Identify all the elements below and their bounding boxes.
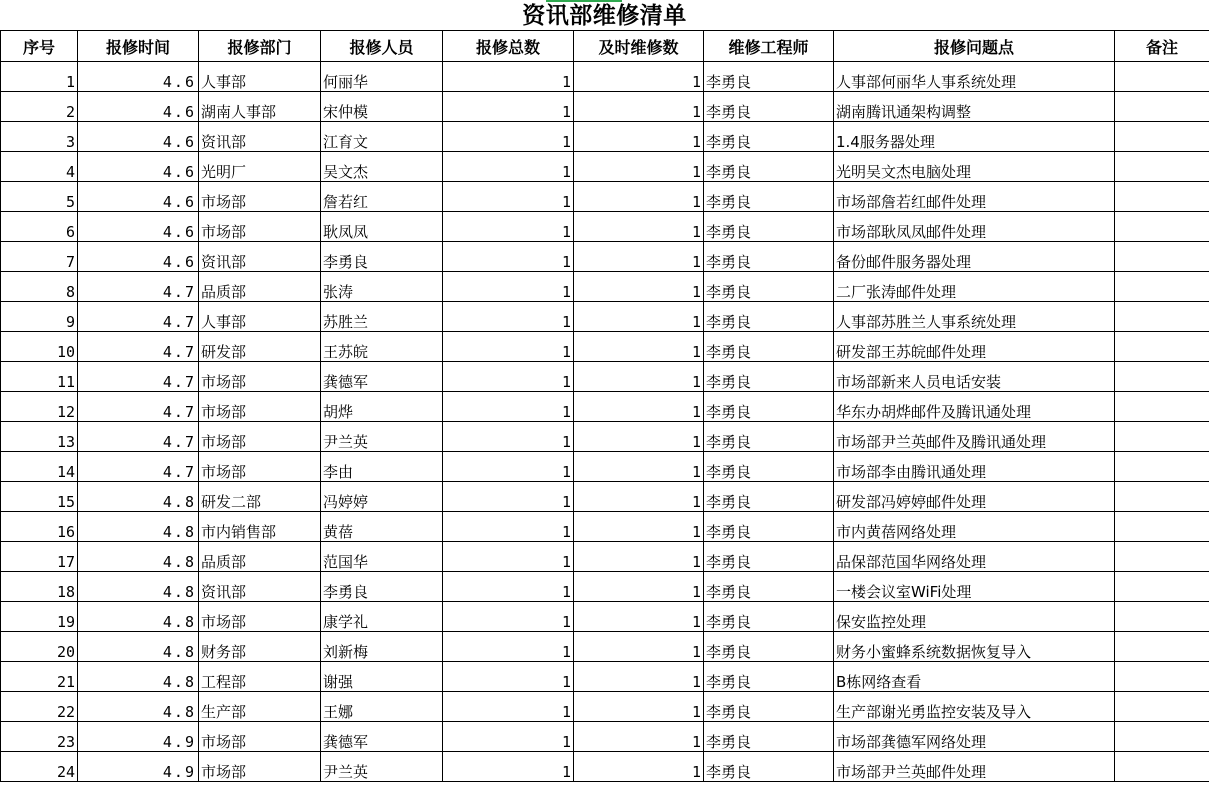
- cell-person[interactable]: 李由: [321, 452, 443, 482]
- cell-person[interactable]: 苏胜兰: [321, 302, 443, 332]
- cell-person[interactable]: 张涛: [321, 272, 443, 302]
- cell-ontime[interactable]: 1: [574, 122, 704, 152]
- cell-engineer[interactable]: 李勇良: [704, 332, 834, 362]
- cell-person[interactable]: 黄蓓: [321, 512, 443, 542]
- cell-issue[interactable]: 一楼会议室WiFi处理: [834, 572, 1115, 602]
- table-row: [1, 212, 1209, 242]
- cell-person[interactable]: 尹兰英: [321, 422, 443, 452]
- cell-no[interactable]: 16: [1, 512, 78, 542]
- cell-dept[interactable]: 市场部: [199, 392, 321, 422]
- cell-time[interactable]: 4.7: [78, 332, 199, 362]
- cell-person[interactable]: 龚德军: [321, 722, 443, 752]
- cell-ontime[interactable]: 1: [574, 152, 704, 182]
- cell-note[interactable]: [1115, 482, 1209, 512]
- cell-issue[interactable]: 湖南腾讯通架构调整: [834, 92, 1115, 122]
- table-row: [1, 692, 1209, 722]
- cell-engineer[interactable]: 李勇良: [704, 122, 834, 152]
- cell-ontime[interactable]: 1: [574, 452, 704, 482]
- cell-person[interactable]: 何丽华: [321, 62, 443, 92]
- cell-time[interactable]: 4.8: [78, 632, 199, 662]
- cell-no[interactable]: 22: [1, 692, 78, 722]
- cell-note[interactable]: [1115, 512, 1209, 542]
- cell-no[interactable]: 21: [1, 662, 78, 692]
- cell-no[interactable]: 24: [1, 752, 78, 782]
- cell-ontime[interactable]: 1: [574, 722, 704, 752]
- cell-person[interactable]: 李勇良: [321, 242, 443, 272]
- cell-total[interactable]: 1: [443, 422, 574, 452]
- col-header-note[interactable]: 备注: [1115, 31, 1209, 62]
- cell-note[interactable]: [1115, 182, 1209, 212]
- cell-issue[interactable]: 生产部谢光勇监控安装及导入: [834, 692, 1115, 722]
- cell-total[interactable]: 1: [443, 332, 574, 362]
- cell-no[interactable]: 19: [1, 602, 78, 632]
- cell-time[interactable]: 4.7: [78, 422, 199, 452]
- cell-issue[interactable]: 市场部耿凤凤邮件处理: [834, 212, 1115, 242]
- cell-no[interactable]: 5: [1, 182, 78, 212]
- cell-note[interactable]: [1115, 572, 1209, 602]
- cell-time[interactable]: 4.6: [78, 62, 199, 92]
- cell-engineer[interactable]: 李勇良: [704, 722, 834, 752]
- table-row: [1, 362, 1209, 392]
- cell-engineer[interactable]: 李勇良: [704, 662, 834, 692]
- cell-engineer[interactable]: 李勇良: [704, 452, 834, 482]
- cell-issue[interactable]: 备份邮件服务器处理: [834, 242, 1115, 272]
- cell-total[interactable]: 1: [443, 272, 574, 302]
- table-row: [1, 182, 1209, 212]
- cell-total[interactable]: 1: [443, 392, 574, 422]
- table-row: [1, 452, 1209, 482]
- table-row: [1, 92, 1209, 122]
- cell-ontime[interactable]: 1: [574, 332, 704, 362]
- cell-note[interactable]: [1115, 122, 1209, 152]
- cell-issue[interactable]: 光明吴文杰电脑处理: [834, 152, 1115, 182]
- cell-no[interactable]: 1: [1, 62, 78, 92]
- cell-issue[interactable]: 保安监控处理: [834, 602, 1115, 632]
- cell-note[interactable]: [1115, 692, 1209, 722]
- cell-time[interactable]: 4.8: [78, 692, 199, 722]
- cell-no[interactable]: 7: [1, 242, 78, 272]
- cell-no[interactable]: 10: [1, 332, 78, 362]
- cell-time[interactable]: 4.6: [78, 92, 199, 122]
- cell-person[interactable]: 康学礼: [321, 602, 443, 632]
- cell-total[interactable]: 1: [443, 602, 574, 632]
- cell-engineer[interactable]: 李勇良: [704, 62, 834, 92]
- cell-engineer[interactable]: 李勇良: [704, 302, 834, 332]
- cell-engineer[interactable]: 李勇良: [704, 602, 834, 632]
- cell-note[interactable]: [1115, 212, 1209, 242]
- cell-engineer[interactable]: 李勇良: [704, 542, 834, 572]
- cell-person[interactable]: 吴文杰: [321, 152, 443, 182]
- cell-dept[interactable]: 市场部: [199, 602, 321, 632]
- table-row: [1, 242, 1209, 272]
- cell-no[interactable]: 8: [1, 272, 78, 302]
- cell-no[interactable]: 2: [1, 92, 78, 122]
- cell-issue[interactable]: 市场部龚德军网络处理: [834, 722, 1115, 752]
- table-row: [1, 482, 1209, 512]
- cell-no[interactable]: 20: [1, 632, 78, 662]
- cell-time[interactable]: 4.8: [78, 662, 199, 692]
- table-row: [1, 422, 1209, 452]
- cell-ontime[interactable]: 1: [574, 362, 704, 392]
- cell-ontime[interactable]: 1: [574, 602, 704, 632]
- cell-time[interactable]: 4.8: [78, 482, 199, 512]
- cell-time[interactable]: 4.7: [78, 272, 199, 302]
- cell-total[interactable]: 1: [443, 722, 574, 752]
- cell-issue[interactable]: 市场部新来人员电话安装: [834, 362, 1115, 392]
- cell-note[interactable]: [1115, 602, 1209, 632]
- cell-dept[interactable]: 市场部: [199, 752, 321, 782]
- cell-person[interactable]: 范国华: [321, 542, 443, 572]
- cell-note[interactable]: [1115, 62, 1209, 92]
- cell-time[interactable]: 4.6: [78, 212, 199, 242]
- cell-time[interactable]: 4.6: [78, 122, 199, 152]
- cell-engineer[interactable]: 李勇良: [704, 512, 834, 542]
- cell-issue[interactable]: 品保部范国华网络处理: [834, 542, 1115, 572]
- col-header-person[interactable]: 报修人员: [321, 31, 443, 62]
- cell-time[interactable]: 4.9: [78, 722, 199, 752]
- cell-dept[interactable]: 人事部: [199, 302, 321, 332]
- cell-person[interactable]: 宋仲模: [321, 92, 443, 122]
- cell-no[interactable]: 9: [1, 302, 78, 332]
- cell-time[interactable]: 4.8: [78, 602, 199, 632]
- cell-note[interactable]: [1115, 422, 1209, 452]
- cell-issue[interactable]: 二厂张涛邮件处理: [834, 272, 1115, 302]
- cell-ontime[interactable]: 1: [574, 302, 704, 332]
- cell-no[interactable]: 15: [1, 482, 78, 512]
- cell-total[interactable]: 1: [443, 632, 574, 662]
- cell-engineer[interactable]: 李勇良: [704, 272, 834, 302]
- col-header-issue[interactable]: 报修问题点: [834, 31, 1115, 62]
- cell-total[interactable]: 1: [443, 182, 574, 212]
- cell-ontime[interactable]: 1: [574, 62, 704, 92]
- cell-dept[interactable]: 光明厂: [199, 152, 321, 182]
- cell-ontime[interactable]: 1: [574, 542, 704, 572]
- cell-issue[interactable]: 市场部李由腾讯通处理: [834, 452, 1115, 482]
- table-row: [1, 152, 1209, 182]
- cell-ontime[interactable]: 1: [574, 242, 704, 272]
- cell-issue[interactable]: 财务小蜜蜂系统数据恢复导入: [834, 632, 1115, 662]
- cell-engineer[interactable]: 李勇良: [704, 182, 834, 212]
- title-accent-line: [546, 0, 622, 2]
- cell-person[interactable]: 龚德军: [321, 362, 443, 392]
- cell-issue[interactable]: 华东办胡烨邮件及腾讯通处理: [834, 392, 1115, 422]
- cell-dept[interactable]: 市场部: [199, 212, 321, 242]
- cell-dept[interactable]: 工程部: [199, 662, 321, 692]
- cell-no[interactable]: 4: [1, 152, 78, 182]
- cell-engineer[interactable]: 李勇良: [704, 212, 834, 242]
- cell-total[interactable]: 1: [443, 242, 574, 272]
- cell-person[interactable]: 谢强: [321, 662, 443, 692]
- table-row: [1, 332, 1209, 362]
- cell-person[interactable]: 耿凤凤: [321, 212, 443, 242]
- cell-dept[interactable]: 资讯部: [199, 122, 321, 152]
- cell-person[interactable]: 詹若红: [321, 182, 443, 212]
- cell-ontime[interactable]: 1: [574, 272, 704, 302]
- cell-dept[interactable]: 品质部: [199, 542, 321, 572]
- cell-note[interactable]: [1115, 752, 1209, 782]
- cell-issue[interactable]: B栋网络查看: [834, 662, 1115, 692]
- cell-time[interactable]: 4.6: [78, 242, 199, 272]
- cell-ontime[interactable]: 1: [574, 692, 704, 722]
- cell-person[interactable]: 冯婷婷: [321, 482, 443, 512]
- table-row: [1, 542, 1209, 572]
- repair-list-table: [0, 30, 1209, 782]
- cell-issue[interactable]: 市场部尹兰英邮件及腾讯通处理: [834, 422, 1115, 452]
- table-row: [1, 392, 1209, 422]
- table-row: [1, 62, 1209, 92]
- table-row: [1, 722, 1209, 752]
- cell-total[interactable]: 1: [443, 62, 574, 92]
- table-row: [1, 122, 1209, 152]
- cell-time[interactable]: 4.7: [78, 392, 199, 422]
- cell-total[interactable]: 1: [443, 542, 574, 572]
- cell-total[interactable]: 1: [443, 752, 574, 782]
- cell-ontime[interactable]: 1: [574, 422, 704, 452]
- cell-total[interactable]: 1: [443, 152, 574, 182]
- cell-time[interactable]: 4.7: [78, 452, 199, 482]
- cell-person[interactable]: 王苏皖: [321, 332, 443, 362]
- cell-engineer[interactable]: 李勇良: [704, 362, 834, 392]
- cell-time[interactable]: 4.8: [78, 572, 199, 602]
- cell-time[interactable]: 4.7: [78, 302, 199, 332]
- cell-issue[interactable]: 研发部王苏皖邮件处理: [834, 332, 1115, 362]
- col-header-no[interactable]: 序号: [1, 31, 78, 62]
- cell-no[interactable]: 23: [1, 722, 78, 752]
- cell-person[interactable]: 王娜: [321, 692, 443, 722]
- cell-note[interactable]: [1115, 542, 1209, 572]
- cell-engineer[interactable]: 李勇良: [704, 92, 834, 122]
- cell-no[interactable]: 17: [1, 542, 78, 572]
- cell-dept[interactable]: 品质部: [199, 272, 321, 302]
- cell-note[interactable]: [1115, 452, 1209, 482]
- cell-total[interactable]: 1: [443, 572, 574, 602]
- cell-ontime[interactable]: 1: [574, 212, 704, 242]
- cell-time[interactable]: 4.6: [78, 152, 199, 182]
- cell-note[interactable]: [1115, 332, 1209, 362]
- cell-issue[interactable]: 市场部尹兰英邮件处理: [834, 752, 1115, 782]
- cell-total[interactable]: 1: [443, 212, 574, 242]
- cell-ontime[interactable]: 1: [574, 572, 704, 602]
- cell-dept[interactable]: 资讯部: [199, 572, 321, 602]
- cell-dept[interactable]: 研发二部: [199, 482, 321, 512]
- cell-no[interactable]: 6: [1, 212, 78, 242]
- cell-ontime[interactable]: 1: [574, 92, 704, 122]
- cell-dept[interactable]: 资讯部: [199, 242, 321, 272]
- cell-note[interactable]: [1115, 152, 1209, 182]
- cell-note[interactable]: [1115, 302, 1209, 332]
- cell-dept[interactable]: 研发部: [199, 332, 321, 362]
- cell-no[interactable]: 13: [1, 422, 78, 452]
- cell-dept[interactable]: 市场部: [199, 362, 321, 392]
- cell-total[interactable]: 1: [443, 482, 574, 512]
- cell-issue[interactable]: 市内黄蓓网络处理: [834, 512, 1115, 542]
- cell-dept[interactable]: 市内销售部: [199, 512, 321, 542]
- cell-time[interactable]: 4.7: [78, 362, 199, 392]
- header-row: [1, 31, 1209, 62]
- cell-engineer[interactable]: 李勇良: [704, 752, 834, 782]
- cell-ontime[interactable]: 1: [574, 482, 704, 512]
- cell-no[interactable]: 11: [1, 362, 78, 392]
- cell-engineer[interactable]: 李勇良: [704, 482, 834, 512]
- cell-ontime[interactable]: 1: [574, 632, 704, 662]
- cell-time[interactable]: 4.8: [78, 542, 199, 572]
- cell-time[interactable]: 4.8: [78, 512, 199, 542]
- cell-person[interactable]: 江育文: [321, 122, 443, 152]
- cell-dept[interactable]: 市场部: [199, 182, 321, 212]
- cell-total[interactable]: 1: [443, 122, 574, 152]
- cell-no[interactable]: 3: [1, 122, 78, 152]
- cell-person[interactable]: 尹兰英: [321, 752, 443, 782]
- cell-note[interactable]: [1115, 392, 1209, 422]
- table-row: [1, 662, 1209, 692]
- cell-total[interactable]: 1: [443, 662, 574, 692]
- cell-total[interactable]: 1: [443, 452, 574, 482]
- cell-dept[interactable]: 湖南人事部: [199, 92, 321, 122]
- table-body: [1, 62, 1209, 782]
- cell-engineer[interactable]: 李勇良: [704, 152, 834, 182]
- cell-total[interactable]: 1: [443, 302, 574, 332]
- table-row: [1, 602, 1209, 632]
- cell-total[interactable]: 1: [443, 692, 574, 722]
- sheet-title: 资讯部维修清单: [522, 2, 687, 29]
- col-header-total[interactable]: 报修总数: [443, 31, 574, 62]
- cell-no[interactable]: 18: [1, 572, 78, 602]
- cell-no[interactable]: 14: [1, 452, 78, 482]
- cell-issue[interactable]: 研发部冯婷婷邮件处理: [834, 482, 1115, 512]
- cell-ontime[interactable]: 1: [574, 392, 704, 422]
- cell-note[interactable]: [1115, 362, 1209, 392]
- cell-ontime[interactable]: 1: [574, 662, 704, 692]
- cell-time[interactable]: 4.9: [78, 752, 199, 782]
- cell-note[interactable]: [1115, 92, 1209, 122]
- table-row: [1, 302, 1209, 332]
- cell-issue[interactable]: 人事部何丽华人事系统处理: [834, 62, 1115, 92]
- cell-dept[interactable]: 财务部: [199, 632, 321, 662]
- cell-dept[interactable]: 市场部: [199, 422, 321, 452]
- table-row: [1, 272, 1209, 302]
- cell-issue[interactable]: 市场部詹若红邮件处理: [834, 182, 1115, 212]
- cell-person[interactable]: 李勇良: [321, 572, 443, 602]
- cell-total[interactable]: 1: [443, 92, 574, 122]
- cell-ontime[interactable]: 1: [574, 752, 704, 782]
- cell-person[interactable]: 刘新梅: [321, 632, 443, 662]
- cell-engineer[interactable]: 李勇良: [704, 692, 834, 722]
- cell-note[interactable]: [1115, 662, 1209, 692]
- cell-engineer[interactable]: 李勇良: [704, 572, 834, 602]
- cell-dept[interactable]: 市场部: [199, 452, 321, 482]
- cell-dept[interactable]: 人事部: [199, 62, 321, 92]
- cell-issue[interactable]: 人事部苏胜兰人事系统处理: [834, 302, 1115, 332]
- table-row: [1, 572, 1209, 602]
- col-header-engineer[interactable]: 维修工程师: [704, 31, 834, 62]
- cell-note[interactable]: [1115, 722, 1209, 752]
- cell-note[interactable]: [1115, 272, 1209, 302]
- cell-engineer[interactable]: 李勇良: [704, 242, 834, 272]
- cell-engineer[interactable]: 李勇良: [704, 422, 834, 452]
- table-row: [1, 752, 1209, 782]
- cell-total[interactable]: 1: [443, 512, 574, 542]
- cell-ontime[interactable]: 1: [574, 512, 704, 542]
- cell-note[interactable]: [1115, 632, 1209, 662]
- cell-person[interactable]: 胡烨: [321, 392, 443, 422]
- cell-time[interactable]: 4.6: [78, 182, 199, 212]
- cell-issue[interactable]: 1.4服务器处理: [834, 122, 1115, 152]
- cell-engineer[interactable]: 李勇良: [704, 632, 834, 662]
- cell-dept[interactable]: 生产部: [199, 692, 321, 722]
- cell-dept[interactable]: 市场部: [199, 722, 321, 752]
- table-row: [1, 632, 1209, 662]
- table-row: [1, 512, 1209, 542]
- col-header-time[interactable]: 报修时间: [78, 31, 199, 62]
- col-header-dept[interactable]: 报修部门: [199, 31, 321, 62]
- cell-no[interactable]: 12: [1, 392, 78, 422]
- cell-ontime[interactable]: 1: [574, 182, 704, 212]
- col-header-ontime[interactable]: 及时维修数: [574, 31, 704, 62]
- cell-total[interactable]: 1: [443, 362, 574, 392]
- cell-note[interactable]: [1115, 242, 1209, 272]
- cell-engineer[interactable]: 李勇良: [704, 392, 834, 422]
